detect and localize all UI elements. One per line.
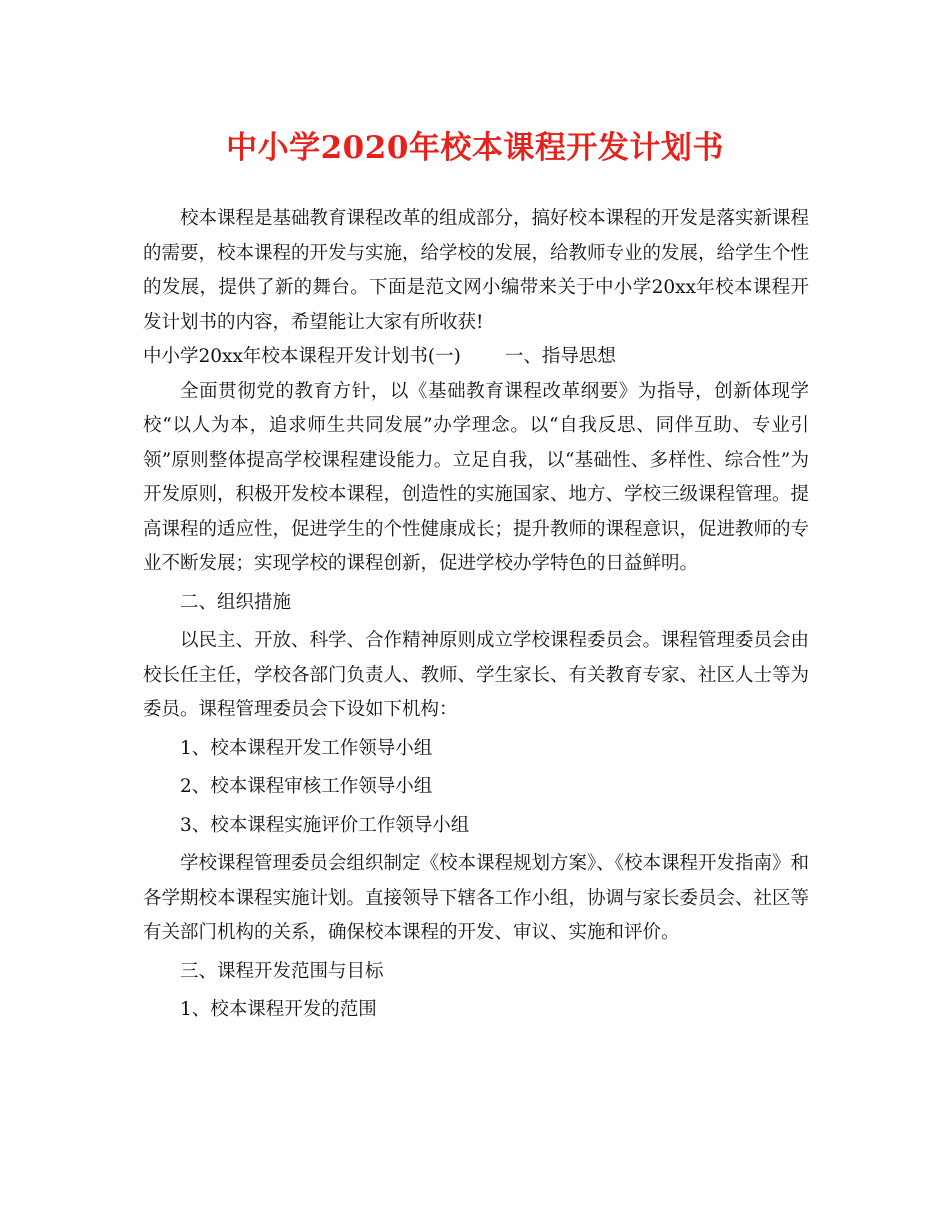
section1-heading: 一、指导思想 bbox=[504, 346, 616, 367]
section2-heading: 二、组织措施 bbox=[180, 591, 292, 613]
document-body bbox=[143, 202, 809, 1028]
section2-item: 3、校本课程实施评价工作领导小组 bbox=[180, 814, 470, 836]
section2-body2: 学校课程管理委员会组织制定《校本课程规划方案》、《校本课程开发指南》和各学期校本课程实施计划。直接领导下辖各工作小组，协调与家长委员会、社区等有关部门机构的关系，确保校本课程的开发、审议、实施和评价。 bbox=[143, 853, 810, 943]
document-subtitle: 中小学20xx年校本课程开发计划书(一) bbox=[143, 346, 461, 367]
section3-heading: 三、课程开发范围与目标 bbox=[180, 960, 384, 982]
subtitle-line bbox=[143, 340, 809, 375]
section3-item: 1、校本课程开发的范围 bbox=[180, 999, 377, 1020]
section2-body: 以民主、开放、科学、合作精神原则成立学校课程委员会。课程管理委员会由校长任主任，学校各部门负责人、教师、学生家长、有关教育专家、社区人士等为委员。课程管理委员会下设如下机构： bbox=[143, 630, 810, 720]
section2-item: 1、校本课程开发工作领导小组 bbox=[180, 737, 433, 759]
document-title: 中小学2020年校本课程开发计划书 bbox=[226, 130, 724, 166]
intro-paragraph: 校本课程是基础教育课程改革的组成部分，搞好校本课程的开发是落实新课程的需要，校本课程的开发与实施，给学校的发展，给教师专业的发展，给学生个性的发展，提供了新的舞台。下面是范文网小编带来关于中小学20xx年校本课程开发计划书的内容，希望能让大家有所收获! bbox=[143, 208, 810, 333]
section2-item: 2、校本课程审核工作领导小组 bbox=[180, 776, 433, 797]
section1-body: 全面贯彻党的教育方针，以《基础教育课程改革纲要》为指导，创新体现学校“以人为本，追求师生共同发展”办学理念。以“自我反思、同伴互助、专业引领”原则整体提高学校课程建设能力。立足自我，以“基础性、多样性、综合性”为开发原则，积极开发校本课程，创造性的实施国家、地方、学校三级课程管理。提高课程的适应性，促进学生的个性健康成长；提升教师的课程意识，促进教师的专业不断发展；实现学校的课程创新，促进学校办学特色的日益鲜明。 bbox=[143, 380, 810, 574]
